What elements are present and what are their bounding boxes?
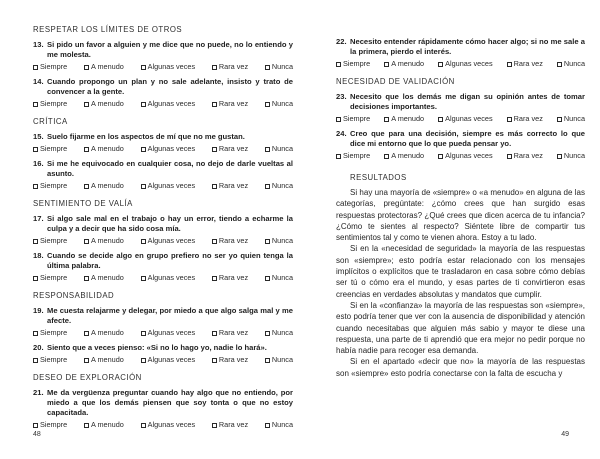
answer-option-siempre[interactable] [33,62,67,72]
answer-option-label: A menudo [90,355,124,364]
question [33,306,293,326]
checkbox-icon[interactable] [212,276,217,281]
answer-option-label: A menudo [391,59,425,68]
answer-options-row [33,273,293,283]
question-number: 24. [336,129,347,138]
answer-option-siempre[interactable] [33,328,67,338]
answer-option-rara-vez[interactable] [212,144,248,154]
section-heading: RESULTADOS [350,173,407,182]
checkbox-icon[interactable] [33,65,38,70]
checkbox-icon[interactable] [265,65,270,70]
answer-option-label: Nunca [563,59,585,68]
question-text: Necesito entender rápidamente cómo hacer algo; si no me sale a la primera, pierdo el interés. [350,37,585,56]
checkbox-icon[interactable] [438,62,443,67]
question-text: Cuando propongo un plan y no sale adelante, insisto y trato de convencer a la gente. [47,77,293,96]
checkbox-icon[interactable] [33,331,38,336]
answer-option-algunas-veces[interactable] [438,59,492,69]
checkbox-icon[interactable] [33,239,38,244]
answer-option-label: Siempre [40,355,68,364]
answer-option-a-menudo[interactable] [84,99,124,109]
answer-option-label: Rara vez [513,151,543,160]
checkbox-icon[interactable] [84,65,89,70]
answer-option-a-menudo[interactable] [384,59,424,69]
answer-option-label: Nunca [563,114,585,123]
question-number: 14. [33,77,44,86]
answer-option-label: Rara vez [218,355,249,364]
checkbox-icon[interactable] [265,147,270,152]
answer-options-row [336,114,585,124]
answer-option-nunca[interactable] [557,114,585,124]
answer-option-label: Siempre [40,328,68,337]
question [33,343,293,353]
answer-option-label: Siempre [40,181,68,190]
checkbox-icon[interactable] [33,423,38,428]
answer-option-siempre[interactable] [336,151,370,161]
question-text: Creo que para una decisión, siempre es más correcto lo que dice mi entorno que lo que pueda pensar yo. [350,129,585,148]
answer-option-label: Algunas veces [445,59,493,68]
checkbox-icon[interactable] [265,358,270,363]
answer-option-label: A menudo [90,181,124,190]
answer-option-label: Nunca [271,99,293,108]
answer-option-label: Siempre [40,99,68,108]
checkbox-icon[interactable] [212,65,217,70]
answer-option-siempre[interactable] [33,144,67,154]
answer-option-rara-vez[interactable] [212,181,248,191]
answer-options-row [336,59,585,69]
section-heading: NECESIDAD DE VALIDACIÓN [336,77,455,86]
answer-options-row [336,151,585,161]
question [33,388,293,418]
question-text: Me cuesta relajarme y delegar, por miedo a que algo salga mal y me afecte. [47,306,293,325]
question-number: 18. [33,251,44,260]
answer-option-label: Siempre [40,236,68,245]
question-number: 19. [33,306,44,315]
checkbox-icon[interactable] [557,117,562,122]
checkbox-icon[interactable] [33,184,38,189]
checkbox-icon[interactable] [84,239,89,244]
answer-option-label: A menudo [90,328,124,337]
answer-option-a-menudo[interactable] [84,236,124,246]
answer-option-nunca[interactable] [265,328,293,338]
answer-option-siempre[interactable] [33,181,67,191]
checkbox-icon[interactable] [141,239,146,244]
question-number: 17. [33,214,44,223]
answer-options-row [33,236,293,246]
answer-option-label: Siempre [40,62,68,71]
checkbox-icon[interactable] [212,239,217,244]
question-text: Siento que a veces pienso: «Si no lo hago yo, nadie lo hará». [47,343,267,352]
answer-option-label: A menudo [90,99,124,108]
question [33,251,293,271]
answer-option-algunas-veces[interactable] [438,151,492,161]
checkbox-icon[interactable] [212,147,217,152]
checkbox-icon[interactable] [507,117,512,122]
page-number-left: 48 [33,431,41,438]
checkbox-icon[interactable] [141,358,146,363]
answer-options-row [33,355,293,365]
answer-option-a-menudo[interactable] [384,151,424,161]
question [33,159,293,179]
checkbox-icon[interactable] [336,154,341,159]
answer-option-siempre[interactable] [33,99,67,109]
question-text: Si pido un favor a alguien y me dice que no puede, no lo entiendo y me molesta. [47,40,293,59]
question [336,129,585,149]
checkbox-icon[interactable] [212,184,217,189]
answer-option-rara-vez[interactable] [212,355,248,365]
answer-option-label: A menudo [90,420,124,429]
checkbox-icon[interactable] [84,102,89,107]
checkbox-icon[interactable] [141,276,146,281]
answer-option-label: Rara vez [513,114,543,123]
question [336,92,585,112]
answer-option-a-menudo[interactable] [84,181,124,191]
checkbox-icon[interactable] [557,154,562,159]
answer-option-label: Rara vez [218,420,249,429]
checkbox-icon[interactable] [84,358,89,363]
checkbox-icon[interactable] [33,276,38,281]
answer-option-label: Rara vez [218,144,249,153]
answer-option-label: A menudo [90,273,124,282]
section-heading: RESPONSABILIDAD [33,291,115,300]
answer-option-label: Algunas veces [147,273,196,282]
answer-option-rara-vez[interactable] [212,62,248,72]
answer-option-nunca[interactable] [265,99,293,109]
checkbox-icon[interactable] [265,423,270,428]
answer-option-algunas-veces[interactable] [141,99,195,109]
answer-option-nunca[interactable] [265,355,293,365]
answer-option-siempre[interactable] [336,114,370,124]
answer-option-algunas-veces[interactable] [141,328,195,338]
answer-option-label: A menudo [391,114,425,123]
answer-option-a-menudo[interactable] [84,328,124,338]
answer-option-nunca[interactable] [265,273,293,283]
answer-option-label: Rara vez [218,328,249,337]
checkbox-icon[interactable] [84,423,89,428]
question-number: 15. [33,132,44,141]
answer-option-siempre[interactable] [33,273,67,283]
answer-option-algunas-veces[interactable] [141,236,195,246]
answer-option-label: Nunca [271,273,293,282]
answer-option-label: Rara vez [513,59,543,68]
page-right [300,0,600,459]
section-heading: SENTIMIENTO DE VALÍA [33,199,133,208]
answer-option-label: Algunas veces [147,181,196,190]
answer-option-label: Algunas veces [147,236,196,245]
checkbox-icon[interactable] [507,62,512,67]
answer-option-label: Siempre [343,114,371,123]
section-heading: DESEO DE EXPLORACIÓN [33,373,142,382]
answer-option-label: Algunas veces [147,420,196,429]
question-number: 20. [33,343,44,352]
answer-option-label: Siempre [40,144,68,153]
answer-option-algunas-veces[interactable] [141,273,195,283]
checkbox-icon[interactable] [212,358,217,363]
answer-option-nunca[interactable] [265,144,293,154]
checkbox-icon[interactable] [384,154,389,159]
checkbox-icon[interactable] [141,147,146,152]
answer-option-label: Algunas veces [147,62,196,71]
answer-option-rara-vez[interactable] [212,273,248,283]
results-paragraph: Si en la «necesidad de seguridad» la mayoría de las respuestas son «siempre»; esto podría estar relacionado con los mensajes implícitos o explícitos que te trasladaron en casa sobre cómo debías ser tú o cómo era el mundo, y esas partes de ti convirtieron esas creencias en verdades absolutas y mandatos que cumplir. [336,244,585,299]
answer-options-row [33,420,293,430]
answer-option-nunca[interactable] [265,236,293,246]
checkbox-icon[interactable] [212,331,217,336]
question-text: Si me he equivocado en cualquier cosa, no dejo de darle vueltas al asunto. [47,159,293,178]
answer-option-rara-vez[interactable] [212,236,248,246]
answer-option-label: Rara vez [218,62,249,71]
checkbox-icon[interactable] [336,117,341,122]
answer-option-algunas-veces[interactable] [141,181,195,191]
question-text: Necesito que los demás me digan su opinión antes de tomar decisiones importantes. [350,92,585,111]
answer-options-row [33,181,293,191]
question [33,132,293,142]
answer-option-a-menudo[interactable] [384,114,424,124]
answer-option-label: A menudo [90,236,124,245]
answer-option-algunas-veces[interactable] [141,144,195,154]
checkbox-icon[interactable] [384,62,389,67]
checkbox-icon[interactable] [84,331,89,336]
answer-option-siempre[interactable] [336,59,370,69]
answer-options-row [33,144,293,154]
checkbox-icon[interactable] [265,331,270,336]
checkbox-icon[interactable] [557,62,562,67]
answer-option-nunca[interactable] [265,62,293,72]
answer-option-label: Algunas veces [147,99,196,108]
answer-option-rara-vez[interactable] [212,328,248,338]
checkbox-icon[interactable] [384,117,389,122]
page-right-content [336,37,585,379]
answer-option-rara-vez[interactable] [507,114,543,124]
page-left-content [33,25,293,430]
answer-option-algunas-veces[interactable] [141,62,195,72]
checkbox-icon[interactable] [265,184,270,189]
answer-option-nunca[interactable] [557,151,585,161]
answer-options-row [33,62,293,72]
answer-option-label: A menudo [391,151,425,160]
checkbox-icon[interactable] [84,276,89,281]
question-number: 16. [33,159,44,168]
checkbox-icon[interactable] [212,102,217,107]
answer-options-row [33,99,293,109]
checkbox-icon[interactable] [141,102,146,107]
checkbox-icon[interactable] [33,102,38,107]
answer-option-rara-vez[interactable] [507,59,543,69]
checkbox-icon[interactable] [265,239,270,244]
answer-option-siempre[interactable] [33,420,67,430]
answer-option-label: Siempre [343,59,371,68]
answer-option-label: Rara vez [218,99,249,108]
answer-option-label: Algunas veces [147,144,196,153]
answer-option-algunas-veces[interactable] [141,420,195,430]
question-text: Suelo fijarme en los aspectos de mí que no me gustan. [47,132,245,141]
answer-option-label: Nunca [271,144,293,153]
question-number: 23. [336,92,347,101]
results-paragraph: Si en la «confianza» la mayoría de las respuestas son «siempre», esto podría tener que ver con la ausencia de disponibilidad y atención cuando necesitabas que alguien más sabio y mayor te diese una respuesta, una parte de ti aprendió que era mejor no pedir porque no había nadie para recoger esa demanda. [336,300,585,356]
results-paragraph: Si en el apartado «decir que no» la mayoría de las respuestas son «siempre» esto podría conectarse con la falta de escucha y [336,357,585,378]
answer-option-label: Algunas veces [147,355,196,364]
checkbox-icon[interactable] [212,423,217,428]
checkbox-icon[interactable] [141,331,146,336]
answer-option-label: Rara vez [218,181,249,190]
answer-options-row [33,328,293,338]
answer-option-siempre[interactable] [33,236,67,246]
answer-option-label: Siempre [40,273,68,282]
answer-option-label: Algunas veces [147,328,196,337]
answer-option-label: Nunca [271,236,293,245]
answer-option-nunca[interactable] [265,181,293,191]
checkbox-icon[interactable] [336,62,341,67]
answer-option-label: Nunca [271,181,293,190]
answer-option-algunas-veces[interactable] [438,114,492,124]
question-text: Cuando se decide algo en grupo prefiero no ser yo quien tenga la última palabra. [47,251,293,270]
answer-option-label: Algunas veces [445,151,493,160]
answer-option-label: Siempre [343,151,371,160]
answer-option-nunca[interactable] [557,59,585,69]
question-number: 21. [33,388,44,397]
answer-option-label: A menudo [90,62,124,71]
answer-option-label: Rara vez [218,273,249,282]
question [33,77,293,97]
answer-option-label: Siempre [40,420,68,429]
checkbox-icon[interactable] [265,276,270,281]
answer-option-label: Nunca [563,151,585,160]
question-text: Me da vergüenza preguntar cuando hay algo que no entiendo, por miedo a que los demás piensen que soy tonta o que no estoy capacitada. [47,388,293,417]
answer-option-label: Algunas veces [445,114,493,123]
answer-option-a-menudo[interactable] [84,62,124,72]
answer-option-algunas-veces[interactable] [141,355,195,365]
answer-option-a-menudo[interactable] [84,144,124,154]
question-number: 13. [33,40,44,49]
checkbox-icon[interactable] [33,147,38,152]
checkbox-icon[interactable] [84,184,89,189]
answer-option-siempre[interactable] [33,355,67,365]
question [33,40,293,60]
answer-option-nunca[interactable] [265,420,293,430]
checkbox-icon[interactable] [33,358,38,363]
answer-option-label: Nunca [271,62,293,71]
question-text: Si algo sale mal en el trabajo o hay un error, tiendo a echarme la culpa y a decir que ha sido cosa mía. [47,214,293,233]
page-number-right: 49 [561,431,569,438]
answer-option-label: Rara vez [218,236,249,245]
checkbox-icon[interactable] [265,102,270,107]
answer-option-rara-vez[interactable] [507,151,543,161]
checkbox-icon[interactable] [507,154,512,159]
checkbox-icon[interactable] [141,423,146,428]
answer-option-rara-vez[interactable] [212,99,248,109]
answer-option-label: Nunca [271,328,293,337]
answer-option-a-menudo[interactable] [84,355,124,365]
answer-option-label: Nunca [271,355,293,364]
checkbox-icon[interactable] [141,65,146,70]
question [336,37,585,57]
results-paragraph: Si hay una mayoría de «siempre» o «a menudo» en alguna de las categorías, pregúntate: ¿cómo crees que han surgido esas respuestas protectoras? ¿Qué crees que dicen acerca de tu infancia? ¿Cómo te sientes al respecto? Siéntete libre de compartir tus sentimientos tal y como te vienen ahora. Estoy a tu lado. [336,188,585,243]
checkbox-icon[interactable] [84,147,89,152]
section-heading: CRÍTICA [33,117,68,126]
checkbox-icon[interactable] [438,117,443,122]
section-heading: RESPETAR LOS LÍMITES DE OTROS [33,25,183,34]
answer-option-label: Nunca [271,420,293,429]
answer-option-rara-vez[interactable] [212,420,248,430]
answer-option-label: A menudo [90,144,124,153]
question [33,214,293,234]
answer-option-a-menudo[interactable] [84,273,124,283]
question-number: 22. [336,37,347,46]
checkbox-icon[interactable] [438,154,443,159]
answer-option-a-menudo[interactable] [84,420,124,430]
checkbox-icon[interactable] [141,184,146,189]
